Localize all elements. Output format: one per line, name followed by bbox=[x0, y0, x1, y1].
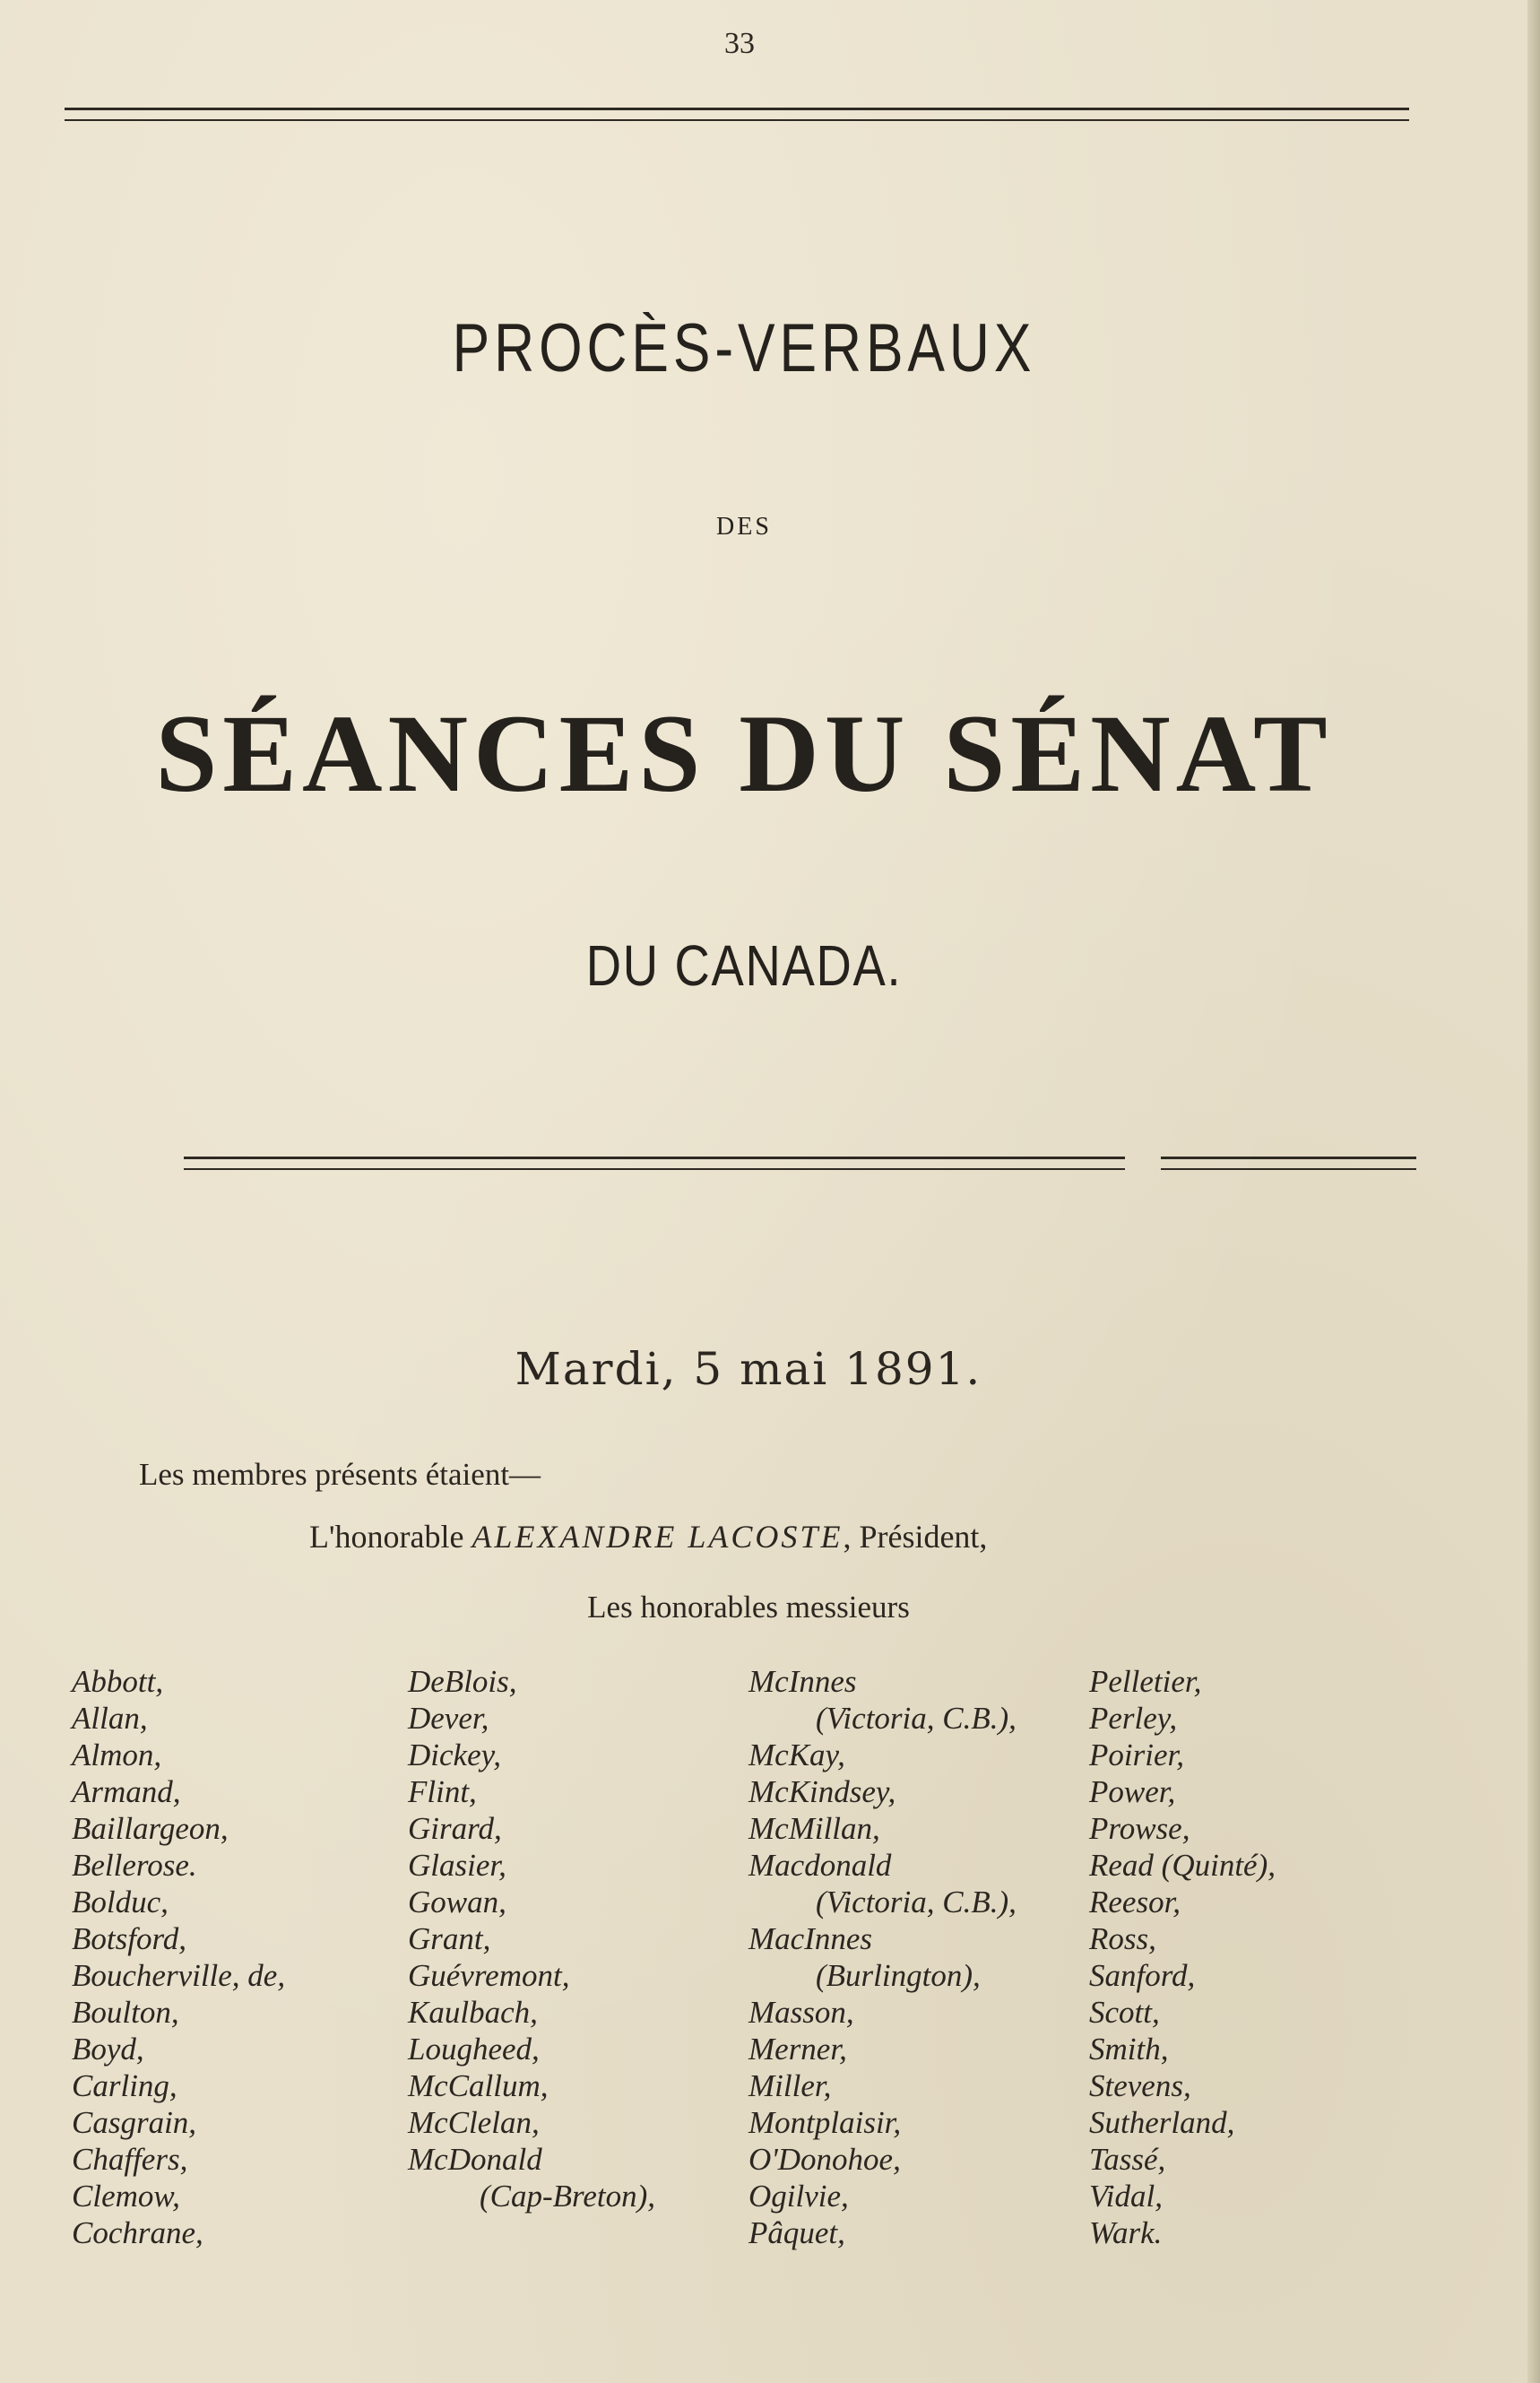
page-number: 33 bbox=[724, 27, 755, 60]
member-name: Gowan, bbox=[408, 1885, 506, 1919]
members-column-1 bbox=[72, 1663, 285, 2251]
member-name: Abbott, bbox=[72, 1664, 164, 1699]
session-date: Mardi, 5 mai 1891. bbox=[515, 1343, 982, 1395]
member-name: Bellerose. bbox=[72, 1848, 197, 1883]
member-name-detail: (Victoria, C.B.), bbox=[816, 1885, 1017, 1919]
title-du-canada: DU CANADA. bbox=[585, 933, 903, 998]
member-name: Clemow, bbox=[72, 2179, 180, 2214]
member-name: Prowse, bbox=[1089, 1811, 1190, 1846]
member-name: Carling, bbox=[72, 2068, 177, 2103]
member-name: McKay, bbox=[748, 1737, 845, 1772]
members-column-3 bbox=[748, 1663, 1017, 2251]
members-column-2 bbox=[408, 1663, 655, 2214]
member-name: Power, bbox=[1089, 1774, 1176, 1809]
member-name: Macdonald bbox=[748, 1848, 892, 1883]
president-title: , Président, bbox=[843, 1519, 988, 1555]
member-name: Bolduc, bbox=[72, 1885, 169, 1919]
member-name: Sanford, bbox=[1089, 1958, 1196, 1993]
president-name: ALEXANDRE LACOSTE bbox=[472, 1519, 844, 1555]
members-column-4 bbox=[1089, 1663, 1276, 2251]
member-name: Sutherland, bbox=[1089, 2105, 1235, 2140]
member-name: Girard, bbox=[408, 1811, 502, 1846]
middle-rule-right bbox=[1161, 1157, 1416, 1170]
member-name: Perley, bbox=[1089, 1701, 1178, 1736]
member-name: Pelletier, bbox=[1089, 1664, 1202, 1699]
member-name: Grant, bbox=[408, 1921, 491, 1956]
member-name: McDonald bbox=[408, 2142, 542, 2177]
member-name: McKindsey, bbox=[748, 1774, 896, 1809]
member-name: Boulton, bbox=[72, 1995, 179, 2030]
member-name: Boyd, bbox=[72, 2032, 144, 2067]
member-name-detail: (Cap-Breton), bbox=[480, 2179, 656, 2214]
president-prefix: L'honorable bbox=[309, 1519, 464, 1555]
member-name: Miller, bbox=[748, 2068, 832, 2103]
member-name: Pâquet, bbox=[748, 2215, 845, 2250]
member-name: Cochrane, bbox=[72, 2215, 203, 2250]
member-name: Ross, bbox=[1089, 1921, 1156, 1956]
member-name: Allan, bbox=[72, 1701, 148, 1736]
member-name: Stevens, bbox=[1089, 2068, 1191, 2103]
member-name: Chaffers, bbox=[72, 2142, 188, 2177]
member-name: Casgrain, bbox=[72, 2105, 197, 2140]
member-name: Read (Quinté), bbox=[1089, 1848, 1276, 1883]
member-name: Poirier, bbox=[1089, 1737, 1184, 1772]
member-name: Glasier, bbox=[408, 1848, 506, 1883]
members-intro: Les membres présents étaient— bbox=[139, 1457, 541, 1492]
president-line bbox=[309, 1518, 987, 1555]
member-name: O'Donohoe, bbox=[748, 2142, 901, 2177]
honorables-heading: Les honorables messieurs bbox=[587, 1590, 910, 1625]
member-name: McClelan, bbox=[408, 2105, 540, 2140]
title-seances-du-senat: SÉANCES DU SÉNAT bbox=[155, 692, 1333, 815]
member-name: Smith, bbox=[1089, 2032, 1169, 2067]
member-name: Ogilvie, bbox=[748, 2179, 849, 2214]
member-name-detail: (Burlington), bbox=[816, 1958, 981, 1993]
member-name: Vidal, bbox=[1089, 2179, 1163, 2214]
member-name: DeBlois, bbox=[408, 1664, 517, 1699]
member-name: Armand, bbox=[72, 1774, 181, 1809]
title-proces-verbaux: PROCÈS-VERBAUX bbox=[452, 310, 1036, 386]
middle-rule-left bbox=[184, 1157, 1125, 1170]
page-edge bbox=[1527, 0, 1540, 2383]
member-name: Flint, bbox=[408, 1774, 477, 1809]
member-name: Kaulbach, bbox=[408, 1995, 538, 2030]
member-name: McCallum, bbox=[408, 2068, 549, 2103]
member-name: Wark. bbox=[1089, 2215, 1163, 2250]
member-name: Scott, bbox=[1089, 1995, 1160, 2030]
member-name: McInnes bbox=[748, 1664, 857, 1699]
member-name: Guévremont, bbox=[408, 1958, 570, 1993]
top-rule bbox=[65, 108, 1409, 121]
member-name: Tassé, bbox=[1089, 2142, 1166, 2177]
member-name: Botsford, bbox=[72, 1921, 187, 1956]
member-name: McMillan, bbox=[748, 1811, 880, 1846]
member-name: Dickey, bbox=[408, 1737, 501, 1772]
member-name: Masson, bbox=[748, 1995, 854, 2030]
member-name: Montplaisir, bbox=[748, 2105, 902, 2140]
member-name: Dever, bbox=[408, 1701, 489, 1736]
member-name: Reesor, bbox=[1089, 1885, 1181, 1919]
member-name: MacInnes bbox=[748, 1921, 873, 1956]
member-name: Merner, bbox=[748, 2032, 847, 2067]
title-des: DES bbox=[716, 513, 772, 541]
member-name: Lougheed, bbox=[408, 2032, 540, 2067]
member-name: Boucherville, de, bbox=[72, 1958, 286, 1993]
member-name: Baillargeon, bbox=[72, 1811, 229, 1846]
member-name: Almon, bbox=[72, 1737, 162, 1772]
member-name-detail: (Victoria, C.B.), bbox=[816, 1701, 1017, 1736]
